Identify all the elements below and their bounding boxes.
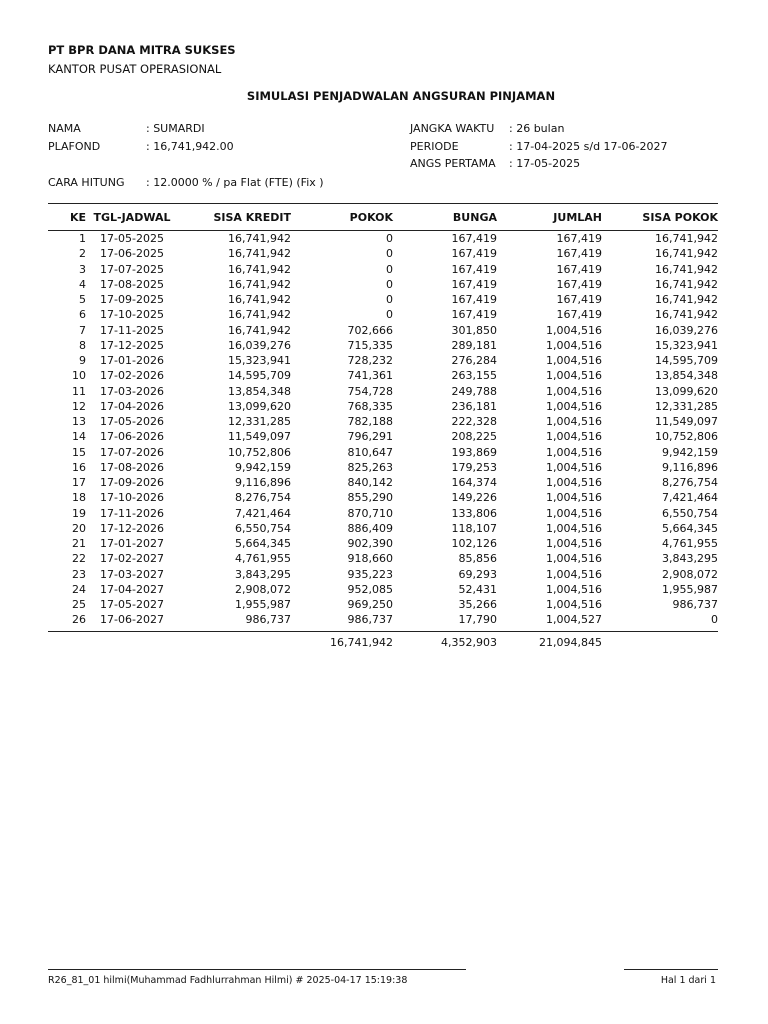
cell-pokok: 768,335 — [347, 399, 393, 413]
cell-sisa-pokok: 16,741,942 — [655, 262, 718, 276]
footer-divider-left — [48, 969, 466, 970]
cell-tgl-jadwal: 17-10-2025 — [100, 308, 164, 322]
table-row — [48, 368, 718, 383]
table-body — [48, 231, 718, 632]
cell-sisa-kredit: 16,741,942 — [228, 232, 291, 245]
cell-sisa-pokok: 15,323,941 — [655, 338, 718, 352]
cell-sisa-kredit: 7,421,464 — [235, 506, 291, 520]
cell-sisa-kredit: 16,741,942 — [228, 293, 291, 306]
cell-jumlah: 167,419 — [556, 293, 602, 306]
table-row — [48, 567, 718, 582]
cell-pokok: 935,223 — [347, 567, 393, 581]
cell-sisa-pokok: 10,752,806 — [655, 430, 718, 444]
cell-sisa-pokok: 16,741,942 — [655, 308, 718, 322]
cell-jumlah: 1,004,516 — [546, 460, 602, 474]
cell-ke: 24 — [72, 582, 86, 596]
cell-bunga: 167,419 — [451, 277, 497, 291]
cell-ke: 2 — [79, 247, 86, 261]
cell-pokok: 840,142 — [347, 476, 393, 489]
cell-jumlah: 1,004,516 — [546, 521, 602, 535]
cell-sisa-kredit: 11,549,097 — [228, 430, 291, 444]
cell-jumlah: 1,004,516 — [546, 415, 602, 428]
cell-bunga: 249,788 — [451, 384, 497, 398]
cell-jumlah: 1,004,516 — [546, 567, 602, 581]
cell-sisa-pokok: 13,099,620 — [655, 384, 718, 398]
cell-pokok: 0 — [386, 247, 393, 261]
cara-hitung-value: : 12.0000 % / pa Flat (FTE) (Fix ) — [146, 176, 324, 189]
table-row — [48, 445, 718, 460]
table-row — [48, 323, 718, 338]
cell-sisa-pokok: 13,854,348 — [655, 369, 718, 383]
jangka-waktu-value: : 26 bulan — [509, 122, 565, 135]
cell-bunga: 263,155 — [451, 369, 497, 383]
total-pokok: 16,741,942 — [291, 631, 393, 650]
table-row — [48, 490, 718, 505]
cell-bunga: 69,293 — [458, 567, 497, 581]
cell-pokok: 855,290 — [347, 491, 393, 505]
cell-tgl-jadwal: 17-11-2025 — [100, 323, 164, 337]
cell-sisa-kredit: 8,276,754 — [235, 491, 291, 505]
totals-row — [48, 631, 718, 650]
cell-ke: 12 — [72, 399, 86, 413]
angs-pertama-label: ANGS PERTAMA — [410, 157, 496, 170]
cell-tgl-jadwal: 17-05-2025 — [100, 232, 164, 245]
cell-pokok: 0 — [386, 262, 393, 276]
table-row — [48, 612, 718, 631]
cell-ke: 11 — [72, 384, 86, 398]
cell-pokok: 870,710 — [347, 506, 393, 520]
company-name: PT BPR DANA MITRA SUKSES — [48, 43, 236, 57]
table-row — [48, 414, 718, 429]
cell-sisa-pokok: 16,741,942 — [655, 247, 718, 261]
cell-sisa-kredit: 16,741,942 — [228, 323, 291, 337]
totals-empty — [86, 631, 178, 650]
cell-bunga: 167,419 — [451, 247, 497, 261]
cell-sisa-kredit: 16,741,942 — [228, 247, 291, 261]
table-header-row — [48, 204, 718, 231]
header-bunga: BUNGA — [393, 204, 497, 231]
footer-divider-right — [624, 969, 718, 970]
cell-ke: 18 — [72, 491, 86, 505]
header-ke: KE — [48, 204, 86, 231]
table-row — [48, 460, 718, 475]
cell-bunga: 52,431 — [458, 582, 497, 596]
cell-tgl-jadwal: 17-10-2026 — [100, 491, 164, 505]
cell-tgl-jadwal: 17-11-2026 — [100, 506, 164, 520]
totals-empty — [48, 631, 86, 650]
cell-jumlah: 1,004,516 — [546, 338, 602, 352]
cell-jumlah: 1,004,516 — [546, 384, 602, 398]
cell-sisa-kredit: 9,942,159 — [235, 460, 291, 474]
cell-tgl-jadwal: 17-04-2026 — [100, 399, 164, 413]
cell-ke: 13 — [72, 415, 86, 428]
table-row — [48, 582, 718, 597]
table-row — [48, 353, 718, 368]
cell-ke: 23 — [72, 567, 86, 581]
cell-sisa-kredit: 986,737 — [245, 613, 291, 627]
cell-bunga: 167,419 — [451, 308, 497, 322]
jangka-waktu-label: JANGKA WAKTU — [410, 122, 495, 135]
cell-jumlah: 1,004,516 — [546, 399, 602, 413]
cell-sisa-pokok: 3,843,295 — [662, 552, 718, 566]
cell-bunga: 35,266 — [458, 598, 497, 611]
cell-sisa-kredit: 13,099,620 — [228, 399, 291, 413]
cell-tgl-jadwal: 17-01-2026 — [100, 354, 164, 367]
cell-pokok: 782,188 — [347, 415, 393, 428]
cell-sisa-kredit: 14,595,709 — [228, 369, 291, 383]
cell-sisa-pokok: 4,761,955 — [662, 537, 718, 550]
cell-sisa-pokok: 16,039,276 — [655, 323, 718, 337]
cell-jumlah: 1,004,516 — [546, 369, 602, 383]
cell-tgl-jadwal: 17-03-2027 — [100, 567, 164, 581]
cell-bunga: 289,181 — [451, 338, 497, 352]
table-row — [48, 521, 718, 536]
cell-jumlah: 1,004,516 — [546, 552, 602, 566]
totals-empty — [602, 631, 718, 650]
table-row — [48, 338, 718, 353]
header-sisa-kredit: SISA KREDIT — [178, 204, 291, 231]
cell-ke: 9 — [79, 354, 86, 367]
cell-pokok: 0 — [386, 293, 393, 306]
cell-sisa-pokok: 5,664,345 — [662, 521, 718, 535]
cell-sisa-pokok: 2,908,072 — [662, 567, 718, 581]
cell-tgl-jadwal: 17-06-2027 — [100, 613, 164, 627]
cell-ke: 25 — [72, 598, 86, 611]
cell-pokok: 886,409 — [347, 521, 393, 535]
cell-sisa-kredit: 4,761,955 — [235, 552, 291, 566]
cell-bunga: 167,419 — [451, 293, 497, 306]
table-row — [48, 429, 718, 444]
cell-tgl-jadwal: 17-12-2025 — [100, 338, 164, 352]
cell-jumlah: 1,004,516 — [546, 445, 602, 459]
cell-pokok: 952,085 — [347, 582, 393, 596]
cell-pokok: 902,390 — [347, 537, 393, 550]
cell-ke: 26 — [72, 613, 86, 627]
cell-sisa-kredit: 9,116,896 — [235, 476, 291, 489]
nama-value: : SUMARDI — [146, 122, 205, 135]
cell-sisa-kredit: 15,323,941 — [228, 354, 291, 367]
cell-tgl-jadwal: 17-01-2027 — [100, 537, 164, 550]
footer-user-timestamp: R26_81_01 hilmi(Muhammad Fadhlurrahman Hilmi) # 2025-04-17 15:19:38 — [48, 975, 408, 986]
cell-tgl-jadwal: 17-08-2025 — [100, 277, 164, 291]
cell-sisa-kredit: 6,550,754 — [235, 521, 291, 535]
cell-ke: 4 — [79, 277, 86, 291]
cell-bunga: 118,107 — [451, 521, 497, 535]
cell-sisa-kredit: 16,741,942 — [228, 262, 291, 276]
table-row — [48, 536, 718, 551]
table-row — [48, 292, 718, 307]
cell-bunga: 149,226 — [451, 491, 497, 505]
cell-pokok: 918,660 — [347, 552, 393, 566]
cell-pokok: 0 — [386, 308, 393, 322]
cell-sisa-pokok: 11,549,097 — [655, 415, 718, 428]
cell-ke: 8 — [79, 338, 86, 352]
cell-sisa-kredit: 13,854,348 — [228, 384, 291, 398]
cell-jumlah: 167,419 — [556, 308, 602, 322]
header-jumlah: JUMLAH — [497, 204, 602, 231]
schedule-table — [48, 203, 718, 650]
cell-sisa-kredit: 3,843,295 — [235, 567, 291, 581]
cell-sisa-pokok: 9,116,896 — [662, 460, 718, 474]
cell-jumlah: 167,419 — [556, 262, 602, 276]
cell-sisa-pokok: 6,550,754 — [662, 506, 718, 520]
cell-pokok: 754,728 — [347, 384, 393, 398]
cell-tgl-jadwal: 17-09-2025 — [100, 293, 164, 306]
cell-jumlah: 1,004,516 — [546, 506, 602, 520]
plafond-label: PLAFOND — [48, 140, 101, 153]
cell-jumlah: 1,004,516 — [546, 430, 602, 444]
cell-tgl-jadwal: 17-05-2026 — [100, 415, 164, 428]
cell-jumlah: 167,419 — [556, 277, 602, 291]
cell-pokok: 810,647 — [347, 445, 393, 459]
page-number: Hal 1 dari 1 — [660, 975, 716, 986]
cell-tgl-jadwal: 17-07-2026 — [100, 445, 164, 459]
cell-ke: 7 — [79, 323, 86, 337]
cell-ke: 14 — [72, 430, 86, 444]
table-row — [48, 231, 718, 247]
table-row — [48, 246, 718, 261]
angs-pertama-value: : 17-05-2025 — [509, 157, 581, 170]
header-tgl-jadwal: TGL-JADWAL — [86, 204, 178, 231]
cell-ke: 10 — [72, 369, 86, 383]
cell-ke: 19 — [72, 506, 86, 520]
table-row — [48, 399, 718, 414]
cell-tgl-jadwal: 17-07-2025 — [100, 262, 164, 276]
cell-ke: 3 — [79, 262, 86, 276]
cell-pokok: 0 — [386, 232, 393, 245]
table-row — [48, 307, 718, 322]
cell-tgl-jadwal: 17-09-2026 — [100, 476, 164, 489]
cell-bunga: 85,856 — [458, 552, 497, 566]
cell-ke: 22 — [72, 552, 86, 566]
cell-jumlah: 1,004,516 — [546, 537, 602, 550]
cell-ke: 6 — [79, 308, 86, 322]
cell-bunga: 222,328 — [451, 415, 497, 428]
cell-ke: 20 — [72, 521, 86, 535]
periode-label: PERIODE — [410, 140, 459, 153]
cell-tgl-jadwal: 17-03-2026 — [100, 384, 164, 398]
cell-bunga: 133,806 — [451, 506, 497, 520]
table-row — [48, 384, 718, 399]
table-row — [48, 277, 718, 292]
cell-tgl-jadwal: 17-05-2027 — [100, 598, 164, 611]
cell-pokok: 728,232 — [347, 354, 393, 367]
cell-ke: 5 — [79, 293, 86, 306]
cell-sisa-pokok: 1,955,987 — [662, 582, 718, 596]
cell-bunga: 193,869 — [451, 445, 497, 459]
cell-bunga: 164,374 — [451, 476, 497, 489]
cell-jumlah: 1,004,516 — [546, 491, 602, 505]
cell-tgl-jadwal: 17-08-2026 — [100, 460, 164, 474]
cell-sisa-kredit: 16,039,276 — [228, 338, 291, 352]
cell-ke: 15 — [72, 445, 86, 459]
cell-sisa-pokok: 16,741,942 — [655, 277, 718, 291]
total-jumlah: 21,094,845 — [497, 631, 602, 650]
cell-jumlah: 1,004,516 — [546, 582, 602, 596]
cell-jumlah: 1,004,516 — [546, 598, 602, 611]
cell-tgl-jadwal: 17-06-2025 — [100, 247, 164, 261]
cell-bunga: 276,284 — [451, 354, 497, 367]
cell-tgl-jadwal: 17-04-2027 — [100, 582, 164, 596]
cell-tgl-jadwal: 17-02-2027 — [100, 552, 164, 566]
cell-sisa-pokok: 986,737 — [672, 598, 718, 611]
cell-jumlah: 167,419 — [556, 247, 602, 261]
cell-pokok: 715,335 — [347, 338, 393, 352]
schedule-table-wrapper — [48, 203, 718, 650]
cell-bunga: 167,419 — [451, 232, 497, 245]
header-sisa-pokok: SISA POKOK — [602, 204, 718, 231]
cell-pokok: 986,737 — [347, 613, 393, 627]
cell-jumlah: 1,004,527 — [546, 613, 602, 627]
cell-sisa-pokok: 16,741,942 — [655, 232, 718, 245]
cell-jumlah: 1,004,516 — [546, 476, 602, 489]
cell-tgl-jadwal: 17-06-2026 — [100, 430, 164, 444]
cell-pokok: 702,666 — [347, 323, 393, 337]
office-name: KANTOR PUSAT OPERASIONAL — [48, 62, 222, 76]
header-pokok: POKOK — [291, 204, 393, 231]
table-row — [48, 551, 718, 566]
cell-bunga: 301,850 — [451, 323, 497, 337]
cell-jumlah: 167,419 — [556, 232, 602, 245]
plafond-value: : 16,741,942.00 — [146, 140, 234, 153]
cell-sisa-kredit: 1,955,987 — [235, 598, 291, 611]
cell-sisa-kredit: 12,331,285 — [228, 415, 291, 428]
cell-sisa-pokok: 9,942,159 — [662, 445, 718, 459]
cell-ke: 16 — [72, 460, 86, 474]
cara-hitung-label: CARA HITUNG — [48, 176, 125, 189]
cell-bunga: 167,419 — [451, 262, 497, 276]
cell-bunga: 102,126 — [451, 537, 497, 550]
cell-sisa-pokok: 14,595,709 — [655, 354, 718, 367]
cell-ke: 17 — [72, 476, 86, 489]
cell-pokok: 969,250 — [347, 598, 393, 611]
cell-sisa-kredit: 10,752,806 — [228, 445, 291, 459]
cell-ke: 1 — [79, 232, 86, 245]
table-row — [48, 506, 718, 521]
cell-bunga: 17,790 — [458, 613, 497, 627]
document-title: SIMULASI PENJADWALAN ANGSURAN PINJAMAN — [246, 89, 556, 103]
cell-sisa-kredit: 16,741,942 — [228, 308, 291, 322]
cell-sisa-pokok: 0 — [711, 613, 718, 627]
cell-sisa-pokok: 16,741,942 — [655, 293, 718, 306]
cell-ke: 21 — [72, 537, 86, 550]
cell-sisa-kredit: 16,741,942 — [228, 277, 291, 291]
table-row — [48, 262, 718, 277]
cell-sisa-pokok: 8,276,754 — [662, 476, 718, 489]
cell-bunga: 179,253 — [451, 460, 497, 474]
cell-sisa-kredit: 2,908,072 — [235, 582, 291, 596]
table-row — [48, 597, 718, 612]
totals-empty — [178, 631, 291, 650]
cell-jumlah: 1,004,516 — [546, 354, 602, 367]
cell-jumlah: 1,004,516 — [546, 323, 602, 337]
periode-value: : 17-04-2025 s/d 17-06-2027 — [509, 140, 668, 153]
cell-bunga: 236,181 — [451, 399, 497, 413]
table-row — [48, 475, 718, 490]
cell-bunga: 208,225 — [451, 430, 497, 444]
nama-label: NAMA — [48, 122, 81, 135]
cell-pokok: 796,291 — [347, 430, 393, 444]
total-bunga: 4,352,903 — [393, 631, 497, 650]
cell-tgl-jadwal: 17-02-2026 — [100, 369, 164, 383]
cell-pokok: 825,263 — [347, 460, 393, 474]
cell-pokok: 741,361 — [347, 369, 393, 383]
cell-sisa-kredit: 5,664,345 — [235, 537, 291, 550]
cell-pokok: 0 — [386, 277, 393, 291]
cell-sisa-pokok: 12,331,285 — [655, 399, 718, 413]
cell-tgl-jadwal: 17-12-2026 — [100, 521, 164, 535]
cell-sisa-pokok: 7,421,464 — [662, 491, 718, 505]
